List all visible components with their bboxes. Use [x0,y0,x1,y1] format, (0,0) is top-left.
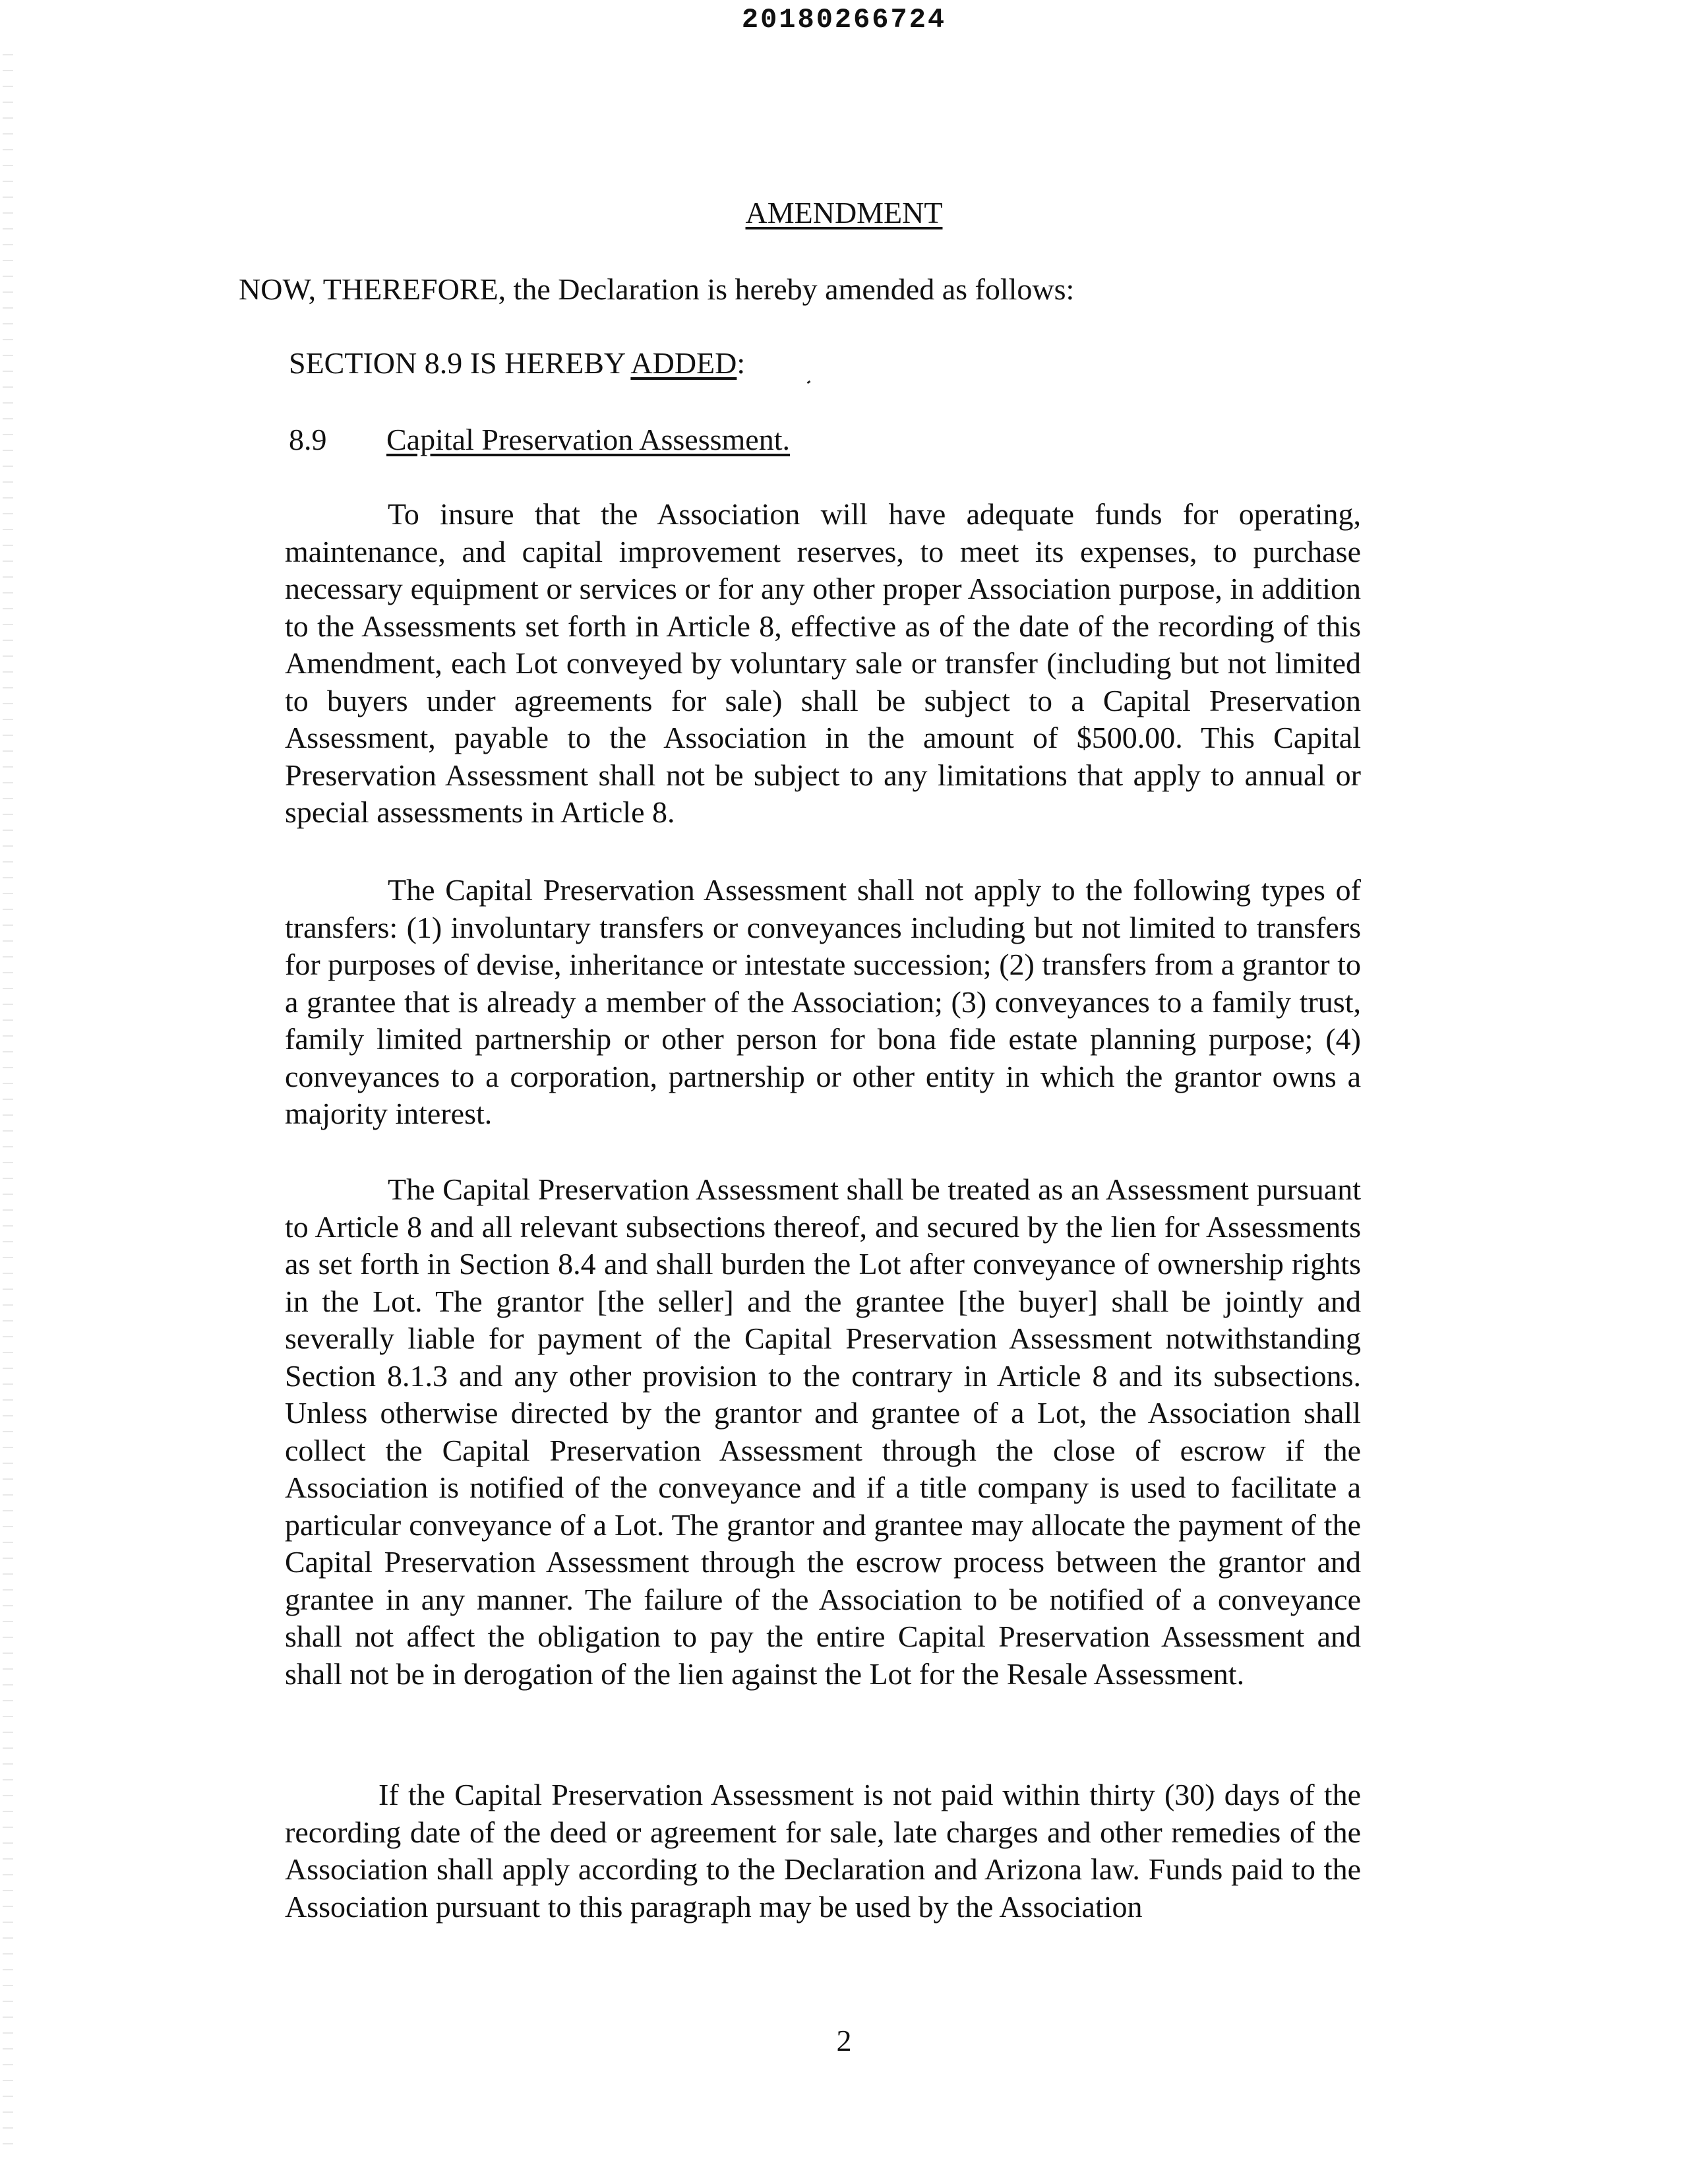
subsection-title: Capital Preservation Assessment. [386,423,790,456]
amendment-heading: AMENDMENT [745,196,943,229]
section-added-line [289,346,745,380]
paragraph-treatment: The Capital Preservation Assessment shall be treated as an Assessment pursuant to Article 8 and all relevant subsections thereof, and secured by the lien for Assessments as set forth in Section 8.4 and shall burden the Lot after conveyance of ownership rights in the Lot. The grantor [the seller] and the grantee [the buyer] shall be jointly and severally liable for payment of the Capital Preservation Assessment notwithstanding Section 8.1.3 and any other provision to the contrary in Article 8 and its subsections. Unless otherwise directed by the grantor and grantee of a Lot, the Association shall collect the Capital Preservation Assessment through the close of escrow if the Association is notified of the conveyance and if a title company is used to facilitate a particular conveyance of a Lot. The grantor and grantee may allocate the payment of the Capital Preservation Assessment through the escrow process between the grantor and grantee in any manner. The failure of the Association to be notified of a conveyance shall not affect the obligation to pay the entire Capital Preservation Assessment and shall not be in derogation of the lien against the Lot for the Resale Assessment. [285,1172,1361,1691]
paragraph-purpose: To insure that the Association will have adequate funds for operating, maintenance, and capital improvement reserves, to meet its expenses, to purchase necessary equipment or services or for any other proper Association purpose, in addition to the Assessments set forth in Article 8, effective as of the date of the recording of this Amendment, each Lot conveyed by voluntary sale or transfer (including but not limited to buyers under agreements for sale) shall be subject to a Capital Preservation Assessment, payable to the Association in the amount of $500.00. This Capital Preservation Assessment shall not be subject to any limitations that apply to annual or special assessments in Article 8. [285,497,1361,829]
page-number: 2 [836,2024,852,2057]
section-line-suffix: : [737,346,746,380]
scan-mark [807,380,811,384]
subsection-heading [289,422,790,457]
section-line-prefix: SECTION 8.9 IS HEREBY [289,346,631,380]
subsection-number: 8.9 [289,423,327,456]
intro-sentence: NOW, THEREFORE, the Declaration is hereby amended as follows: [239,272,1075,306]
scan-edge-artifact [3,40,13,2150]
document-number: 20180266724 [741,4,947,36]
section-line-added: ADDED [630,346,737,380]
paragraph-exemptions: The Capital Preservation Assessment shall not apply to the following types of transfers: (1) involuntary transfers or conveyances including but not limited to transfers for purposes of devise, inheritance or intestate succession; (2) transfers from a grantor to a grantee that is already a member of the Association; (3) conveyances to a family trust, family limited partnership or other person for bona fide estate planning purpose; (4) conveyances to a corporation, partnership or other entity in which the grantor owns a majority interest. [285,873,1361,1130]
paragraph-late-payment: If the Capital Preservation Assessment is not paid within thirty (30) days of the recording date of the deed or agreement for sale, late charges and other remedies of the Association shall apply according to the Declaration and Arizona law. Funds paid to the Association pursuant to this paragraph may be used by the Association [285,1778,1361,1924]
